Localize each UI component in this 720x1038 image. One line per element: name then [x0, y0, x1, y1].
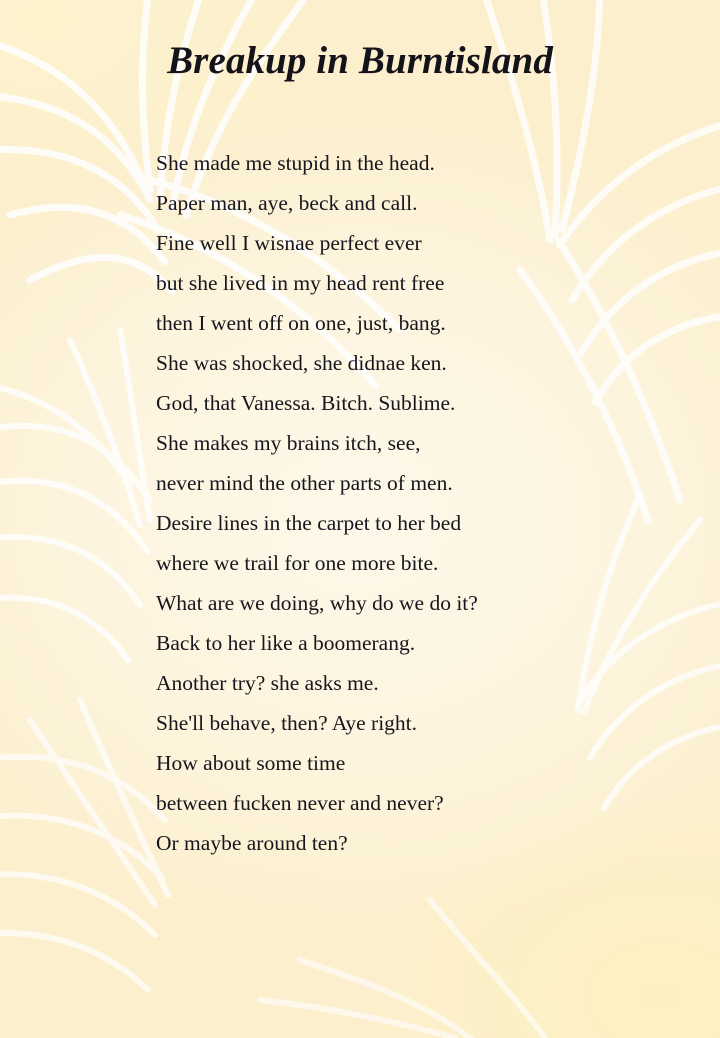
page-title: Breakup in Burntisland	[167, 39, 553, 82]
poem-line: then I went off on one, just, bang.	[156, 310, 446, 335]
poem-line: How about some time	[156, 750, 346, 775]
poem-line: between fucken never and never?	[156, 790, 444, 815]
poem-body	[0, 85, 720, 863]
poem-line: Or maybe around ten?	[156, 830, 348, 855]
poem-line: Back to her like a boomerang.	[156, 630, 416, 655]
poem-line: Desire lines in the carpet to her bed	[156, 510, 462, 535]
poem-line: Another try? she asks me.	[156, 670, 379, 695]
poem-line: never mind the other parts of men.	[156, 470, 453, 495]
poem-line: She was shocked, she didnae ken.	[156, 350, 447, 375]
poem-line: where we trail for one more bite.	[156, 550, 439, 575]
poem-line: but she lived in my head rent free	[156, 270, 445, 295]
poem-line: She'll behave, then? Aye right.	[156, 710, 418, 735]
poem-line: Paper man, aye, beck and call.	[156, 190, 418, 215]
poem-line: She made me stupid in the head.	[156, 150, 435, 175]
poem-line: God, that Vanessa. Bitch. Sublime.	[156, 390, 456, 415]
poem-line: What are we doing, why do we do it?	[156, 590, 478, 615]
poem-line: She makes my brains itch, see,	[156, 430, 421, 455]
poem-line: Fine well I wisnae perfect ever	[156, 230, 422, 255]
